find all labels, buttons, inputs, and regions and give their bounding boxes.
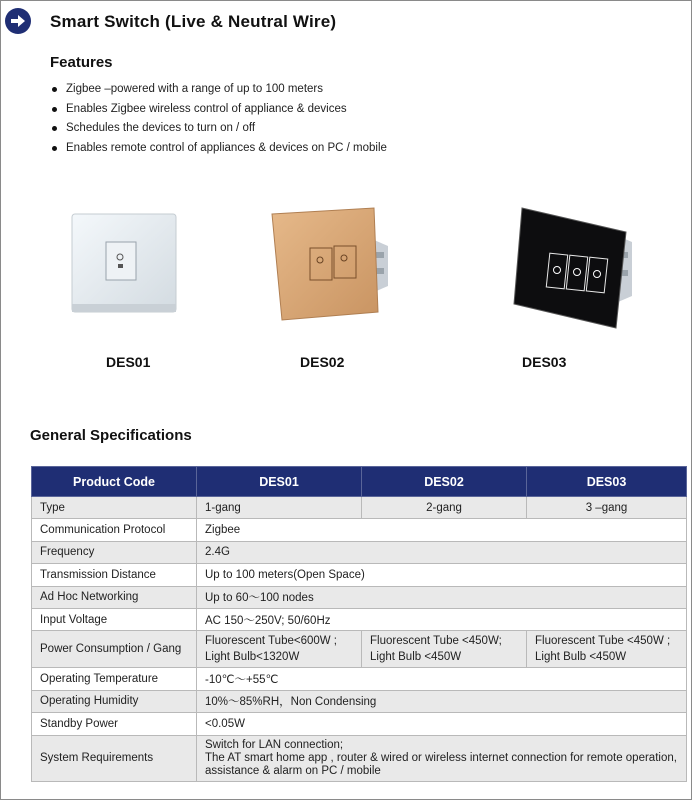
table-row bbox=[32, 519, 687, 541]
table-cell: -10℃〜+55℃ bbox=[197, 668, 687, 690]
column-header: DES02 bbox=[362, 467, 527, 497]
cell-line: Fluorescent Tube<600W ; bbox=[205, 635, 338, 648]
row-label: Frequency bbox=[32, 541, 197, 563]
table-row bbox=[32, 497, 687, 519]
cell-line: Fluorescent Tube <450W; bbox=[370, 635, 502, 648]
feature-item: Zigbee –powered with a range of up to 100 meters bbox=[52, 82, 387, 102]
table-cell bbox=[362, 631, 527, 668]
features-heading: Features bbox=[50, 54, 113, 71]
product-image-des03 bbox=[506, 204, 636, 335]
table-cell: AC 150〜250V; 50/60Hz bbox=[197, 608, 687, 630]
table-cell bbox=[197, 631, 362, 668]
table-row bbox=[32, 713, 687, 735]
table-cell: 10%〜85%RH，Non Condensing bbox=[197, 690, 687, 712]
row-label: System Requirements bbox=[32, 735, 197, 781]
row-label: Operating Humidity bbox=[32, 690, 197, 712]
row-label: Ad Hoc Networking bbox=[32, 586, 197, 608]
product-label-des01: DES01 bbox=[106, 354, 151, 370]
cell-line: assistance & alarm on PC / mobile bbox=[205, 764, 381, 777]
table-cell: Up to 60〜100 nodes bbox=[197, 586, 687, 608]
row-label: Operating Temperature bbox=[32, 668, 197, 690]
table-cell bbox=[197, 735, 687, 781]
table-row bbox=[32, 735, 687, 781]
column-header: Product Code bbox=[32, 467, 197, 497]
table-cell: <0.05W bbox=[197, 713, 687, 735]
arrow-right-circle-icon bbox=[5, 8, 31, 34]
row-label: Type bbox=[32, 497, 197, 519]
table-row bbox=[32, 690, 687, 712]
table-row bbox=[32, 564, 687, 586]
cell-line: Light Bulb<1320W bbox=[205, 651, 300, 664]
feature-item: Enables Zigbee wireless control of appliance & devices bbox=[52, 102, 387, 122]
cell-line: The AT smart home app , router & wired or wireless internet connection for remote operation, bbox=[205, 751, 677, 764]
table-row bbox=[32, 541, 687, 563]
table-cell: 2.4G bbox=[197, 541, 687, 563]
table-row bbox=[32, 586, 687, 608]
page-title: Smart Switch (Live & Neutral Wire) bbox=[50, 12, 337, 31]
product-image-des02 bbox=[262, 206, 392, 331]
product-label-des03: DES03 bbox=[522, 354, 567, 370]
row-label: Input Voltage bbox=[32, 608, 197, 630]
table-cell: 3 –gang bbox=[527, 497, 687, 519]
table-cell: 2-gang bbox=[362, 497, 527, 519]
column-header: DES03 bbox=[527, 467, 687, 497]
row-label: Transmission Distance bbox=[32, 564, 197, 586]
table-row bbox=[32, 668, 687, 690]
column-header: DES01 bbox=[197, 467, 362, 497]
specs-heading: General Specifications bbox=[30, 427, 192, 444]
product-label-des02: DES02 bbox=[300, 354, 345, 370]
features-list bbox=[52, 82, 387, 160]
product-image-des01 bbox=[70, 212, 182, 321]
specifications-table bbox=[31, 466, 687, 782]
table-cell: Zigbee bbox=[197, 519, 687, 541]
feature-item: Schedules the devices to turn on / off bbox=[52, 121, 387, 141]
feature-item: Enables remote control of appliances & devices on PC / mobile bbox=[52, 141, 387, 161]
table-row bbox=[32, 608, 687, 630]
cell-line: Light Bulb <450W bbox=[535, 651, 627, 664]
row-label: Communication Protocol bbox=[32, 519, 197, 541]
row-label: Standby Power bbox=[32, 713, 197, 735]
table-cell: 1-gang bbox=[197, 497, 362, 519]
cell-line: Fluorescent Tube <450W ; bbox=[535, 635, 671, 648]
table-row bbox=[32, 631, 687, 668]
cell-line: Light Bulb <450W bbox=[370, 651, 462, 664]
table-cell: Up to 100 meters(Open Space) bbox=[197, 564, 687, 586]
table-header-row bbox=[32, 467, 687, 497]
row-label: Power Consumption / Gang bbox=[32, 631, 197, 668]
table-cell bbox=[527, 631, 687, 668]
cell-line: Switch for LAN connection; bbox=[205, 738, 344, 751]
